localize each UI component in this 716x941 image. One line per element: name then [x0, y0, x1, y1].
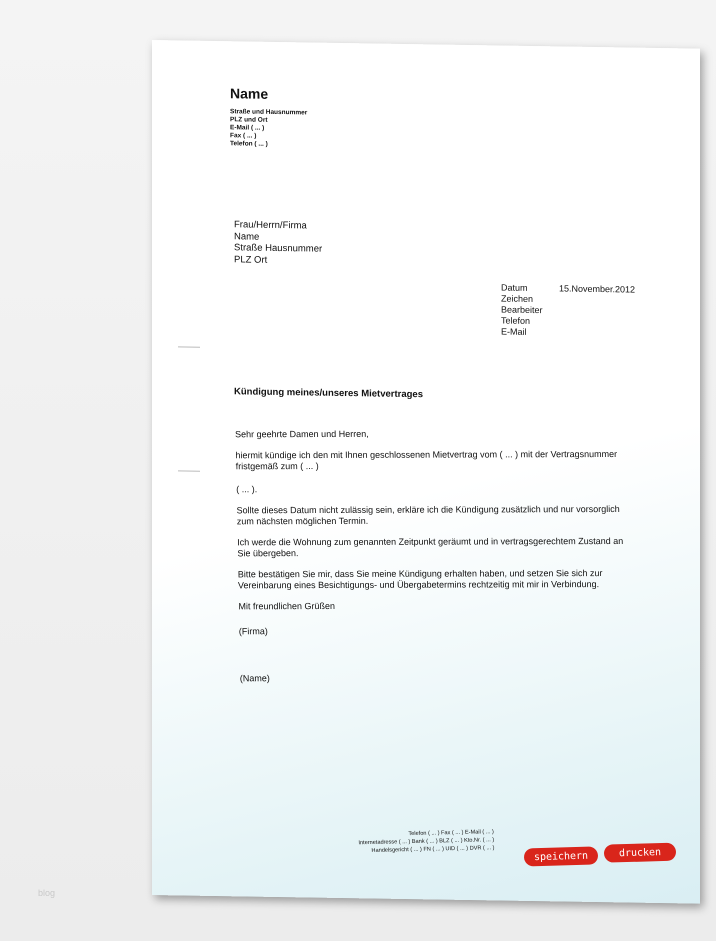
- letter-subject: Kündigung meines/unseres Mietvertrages: [234, 386, 423, 401]
- sender-street: Straße und Hausnummer: [230, 108, 308, 117]
- recipient-name: Name: [234, 230, 260, 243]
- footer-contact: Telefon ( ... ) Fax ( ... ) E-Mail ( ... ): [408, 829, 495, 838]
- sender-phone: Telefon ( ... ): [230, 140, 268, 148]
- body-paragraph-4: Ich werde die Wohnung zum genannten Zeitpunkt geräumt und in vertragsgerechtem Zustand an Sie übergeben.: [237, 535, 624, 559]
- letter-meta: [501, 282, 635, 339]
- watermark-text: blog: [38, 888, 56, 898]
- body-paragraph-1: hiermit kündige ich den mit Ihnen geschlossenen Mietvertrag vom ( ... ) mit der Vertragsnummer fristgemäß zum ( ... ): [235, 448, 618, 472]
- recipient-street: Straße Hausnummer: [234, 242, 323, 255]
- body-paragraph-2: ( ... ).: [236, 484, 258, 495]
- sender-city: PLZ und Ort: [230, 116, 268, 124]
- signature-name: (Name): [239, 673, 270, 684]
- recipient-city: PLZ Ort: [234, 253, 268, 266]
- recipient-title: Frau/Herrn/Firma: [234, 219, 307, 232]
- meta-label-email: E-Mail: [501, 326, 527, 337]
- body-paragraph-3: Sollte dieses Datum nicht zulässig sein, erkläre ich die Kündigung zusätzlich und nur vorsorglich zum nächsten möglichen Termin.: [236, 503, 620, 527]
- meta-label-reference: Zeichen: [501, 293, 534, 304]
- letter-footer: [358, 828, 495, 855]
- sender-block: [230, 85, 307, 149]
- meta-value-date: 15.November.2012: [559, 283, 636, 295]
- sender-name: Name: [230, 85, 269, 102]
- meta-label-date: Datum: [501, 282, 528, 293]
- footer-bank: Internetadresse ( ... ) Bank ( ... ) BLZ ( ... ) Kto.Nr. ( ... ): [358, 837, 495, 847]
- fold-mark-upper: [178, 346, 200, 347]
- footer-legal: Handelsgericht ( ... ) FN ( ... ) UID ( ... ) DVR ( ... ): [371, 845, 495, 854]
- recipient-block: [234, 219, 322, 266]
- print-button[interactable]: drucken: [604, 843, 677, 863]
- closing: Mit freundlichen Grüßen: [238, 600, 336, 612]
- sender-fax: Fax ( ... ): [230, 132, 257, 140]
- firm-placeholder: (Firma): [238, 626, 268, 637]
- salutation: Sehr geehrte Damen und Herren,: [235, 428, 369, 440]
- meta-label-editor: Bearbeiter: [501, 304, 543, 316]
- sender-email: E-Mail ( ... ): [230, 124, 265, 132]
- body-paragraph-5: Bitte bestätigen Sie mir, dass Sie meine Kündigung erhalten haben, und setzen Sie sich zur Vereinbarung eines Besichtigungs- und Übergabetermins rechtzeitig mit mir in Verbindung.: [237, 568, 603, 591]
- meta-row-email: [501, 326, 635, 339]
- letter-sheet: [152, 40, 700, 904]
- save-button[interactable]: speichern: [524, 846, 599, 866]
- letter-body: [235, 428, 630, 694]
- fold-mark-lower: [178, 470, 200, 471]
- meta-label-phone: Telefon: [501, 315, 531, 326]
